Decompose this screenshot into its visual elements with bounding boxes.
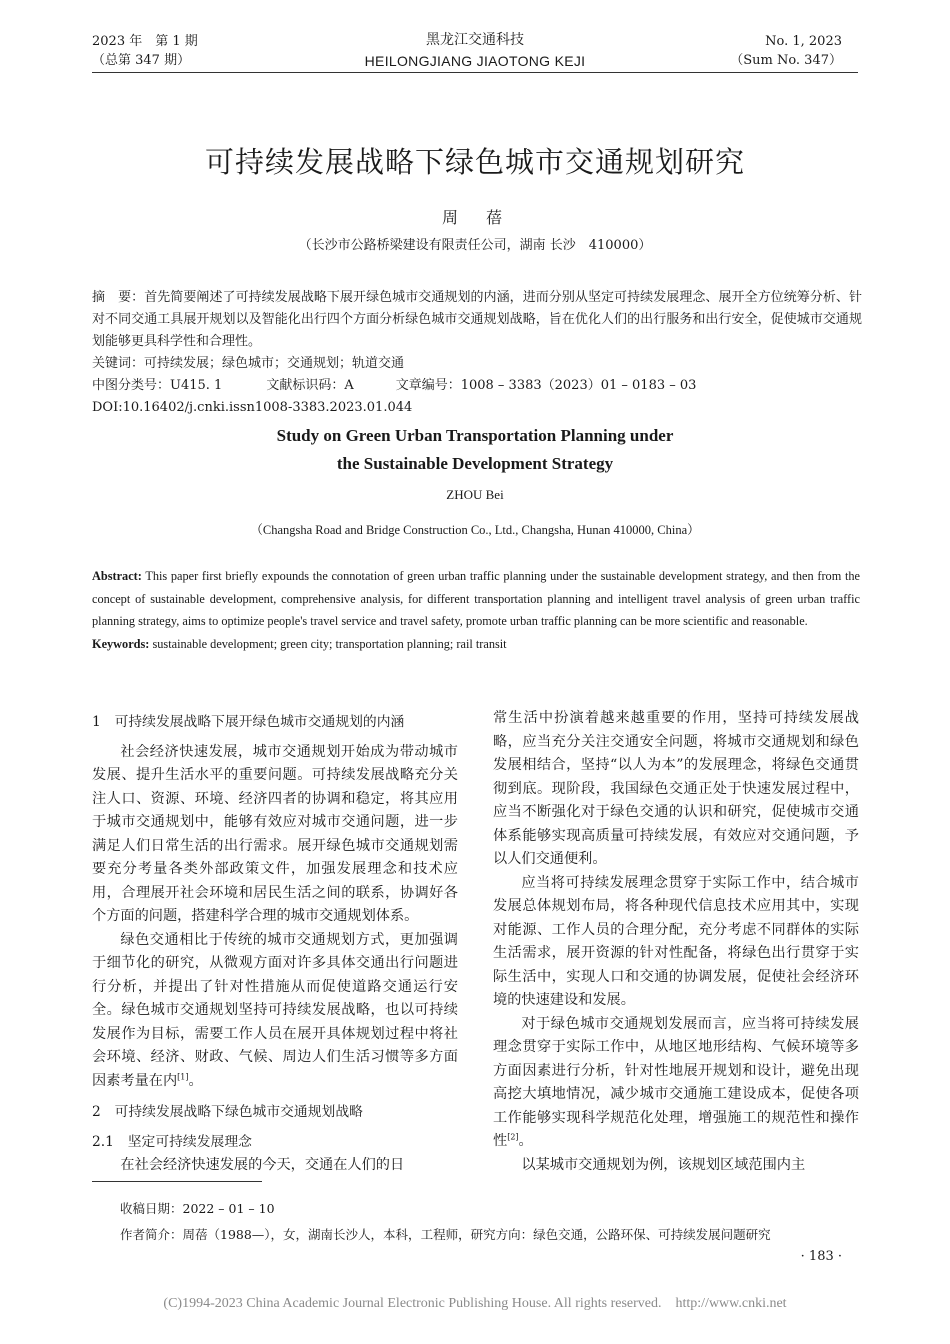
footnote-rule xyxy=(92,1181,262,1182)
english-title xyxy=(0,422,950,478)
keywords-en xyxy=(92,633,860,656)
journal-name-cn: 黑龙江交通科技 xyxy=(426,32,524,48)
received-date: 收稿日期：2022 – 01 – 10 xyxy=(120,1201,275,1216)
section-1-heading: 1 可持续发展战略下展开绿色城市交通规划的内涵 xyxy=(92,714,405,730)
keywords-en-text: sustainable development; green city; transportation planning; rail transit xyxy=(152,636,507,651)
issue-year-number: 2023 年 第 1 期 xyxy=(92,34,198,49)
author-affiliation: （长沙市公路桥梁建设有限责任公司，湖南 长沙 410000） xyxy=(298,238,652,253)
issue-info-en xyxy=(730,32,842,70)
document-code: 文献标识码：A xyxy=(266,378,354,393)
section-2-1-heading: 2.1 坚定可持续发展理念 xyxy=(92,1133,252,1150)
citation: [1] xyxy=(177,1071,189,1081)
paragraph: 对于绿色城市交通规划发展而言，应当将可持续发展理念贯穿于实际工作中，从地区地形结构、气候环境等多方面因素进行分析，针对性地展开规划和设计，避免出现高挖大填地情况，减少城市交通施工建设成本，促使各项工作能够实现科学规范化处理，增强施工的规范性和操作性[2]。 xyxy=(493,1015,859,1149)
doi: DOI:10.16402/j.cnki.issn1008-3383.2023.01.044 xyxy=(92,400,413,415)
body-right-column xyxy=(493,707,859,1177)
clc-number: 中图分类号：U415. 1 xyxy=(92,378,223,393)
english-abstract-block xyxy=(92,565,860,655)
author-name: 周 蓓 xyxy=(441,208,508,227)
english-affiliation: （Changsha Road and Bridge Construction Co., Ltd., Changsha, Hunan 410000, China） xyxy=(250,523,700,537)
paragraph: 绿色交通相比于传统的城市交通规划方式，更加强调于细节化的研究，从微观方面对许多具体交通出行问题进行分析，并提出了针对性措施从而促使道路交通运行安全。绿色城市交通规划坚持可持续发展战略，也以可持续发展作为目标，需要工作人员在展开具体规划过程中将社会环境、经济、财政、气候、周边人们生活习惯等多方面因素考量在内[1]。 xyxy=(92,931,458,1089)
abstract-cn: 摘 要：首先简要阐述了可持续发展战略下展开绿色城市交通规划的内涵，进而分别从坚定可持续发展理念、展开全方位统筹分析、针对不同交通工具展开规划以及智能化出行四个方面分析绿色城市交通规划战略，旨在优化人们的出行服务和出行安全，促使城市交通规划能够更具科学性和合理性。 xyxy=(92,290,862,349)
paragraph-text: 绿色交通相比于传统的城市交通规划方式，更加强调于细节化的研究，从微观方面对许多具体交通出行问题进行分析，并提出了针对性措施从而促使道路交通运行安全。绿色城市交通规划坚持可持续发展战略，也以可持续发展作为目标，需要工作人员在展开具体规划过程中将社会环境、经济、财政、气候、周边人们生活习惯等多方面因素考量在内 xyxy=(92,931,458,1089)
body-left-column xyxy=(92,707,458,1178)
author-bio: 作者简介：周蓓（1988—），女，湖南长沙人，本科，工程师，研究方向：绿色交通，公路环保、可持续发展问题研究 xyxy=(120,1227,771,1242)
paragraph: 以某城市交通规划为例，该规划区域范围内主 xyxy=(521,1156,806,1173)
abstract-en xyxy=(92,565,860,633)
chinese-abstract-block xyxy=(92,287,862,419)
citation: [2] xyxy=(507,1132,519,1142)
footnote xyxy=(120,1196,771,1248)
copyright-notice: (C)1994-2023 China Academic Journal Electronic Publishing House. All rights reserved. http://www.cnki.net xyxy=(163,1296,787,1311)
article-number: 文章编号：1008 – 3383（2023）01 – 0183 – 03 xyxy=(395,378,697,393)
page-number: · 183 · xyxy=(800,1249,842,1264)
journal-name-en: HEILONGJIANG JIAOTONG KEJI xyxy=(364,53,586,69)
header-rule xyxy=(92,72,858,73)
keywords-en-label: Keywords: xyxy=(92,636,150,651)
paragraph: 社会经济快速发展，城市交通规划开始成为带动城市发展、提升生活水平的重要问题。可持续发展战略充分关注人口、资源、环境、经济四者的协调和稳定，将其应用于城市交通规划中，能够有效应对城市交通问题，进一步满足人们日常生活的出行需求。展开绿色城市交通规划需要充分考量各类外部政策文件，加强发展理念和技术应用，合理展开社会环境和居民生活之间的联系，协调好各个方面的问题，搭建科学合理的城市交通规划体系。 xyxy=(92,743,458,924)
issue-total-number: （总第 347 期） xyxy=(92,53,191,68)
section-2-heading: 2 可持续发展战略下绿色城市交通规划战略 xyxy=(92,1104,363,1120)
abstract-en-label: Abstract: xyxy=(92,569,142,583)
classification-line xyxy=(92,375,862,397)
abstract-en-text: This paper first briefly expounds the connotation of green urban traffic planning under the sustainable development strategy, and then from the concept of sustainable development, comprehensive analysis, for different transportation planning and intelligent travel analysis of green urban traffic planning strategy, aims to optimize people's travel service and travel safety, promote urban traffic planning can be more scientific and reasonable. xyxy=(92,569,860,628)
issue-no-en: No. 1, 2023 xyxy=(765,34,842,49)
english-title-line2: the Sustainable Development Strategy xyxy=(336,454,614,473)
english-author: ZHOU Bei xyxy=(446,487,504,502)
keywords-cn: 关键词：可持续发展；绿色城市；交通规划；轨道交通 xyxy=(92,356,405,371)
article-title: 可持续发展战略下绿色城市交通规划研究 xyxy=(204,145,745,179)
paragraph: 常生活中扮演着越来越重要的作用，坚持可持续发展战略，应当充分关注交通安全问题，将城市交通规划和绿色发展相结合，坚持“以人为本”的发展理念，将绿色交通贯彻到底。现阶段，我国绿色交通正处于快速发展过程中，应当不断强化对于绿色交通的认识和研究，促使城市交通体系能够实现高质量可持续发展，有效应对交通问题，予以人们交通便利。 xyxy=(493,710,859,867)
issue-sum-no-en: （Sum No. 347） xyxy=(730,53,842,68)
english-title-line1: Study on Green Urban Transportation Planning under xyxy=(276,426,674,445)
paragraph: 应当将可持续发展理念贯穿于实际工作中，结合城市发展总体规划布局，将各种现代信息技术应用其中，实现对能源、工作人员的合理分配，充分考虑不同群体的实际生活需求，展开资源的针对性配备，将绿色出行贯穿于实际生活中，实现人口和交通的协调发展，促使社会经济环境的快速建设和发展。 xyxy=(493,874,859,1008)
paragraph-text: 对于绿色城市交通规划发展而言，应当将可持续发展理念贯穿于实际工作中，从地区地形结构、气候环境等多方面因素进行分析，针对性地展开规划和设计，避免出现高挖大填地情况，减少城市交通施工建设成本，促使各项工作能够实现科学规范化处理，增强施工的规范性和操作性 xyxy=(493,1015,859,1149)
paragraph: 在社会经济快速发展的今天，交通在人们的日 xyxy=(120,1157,405,1173)
